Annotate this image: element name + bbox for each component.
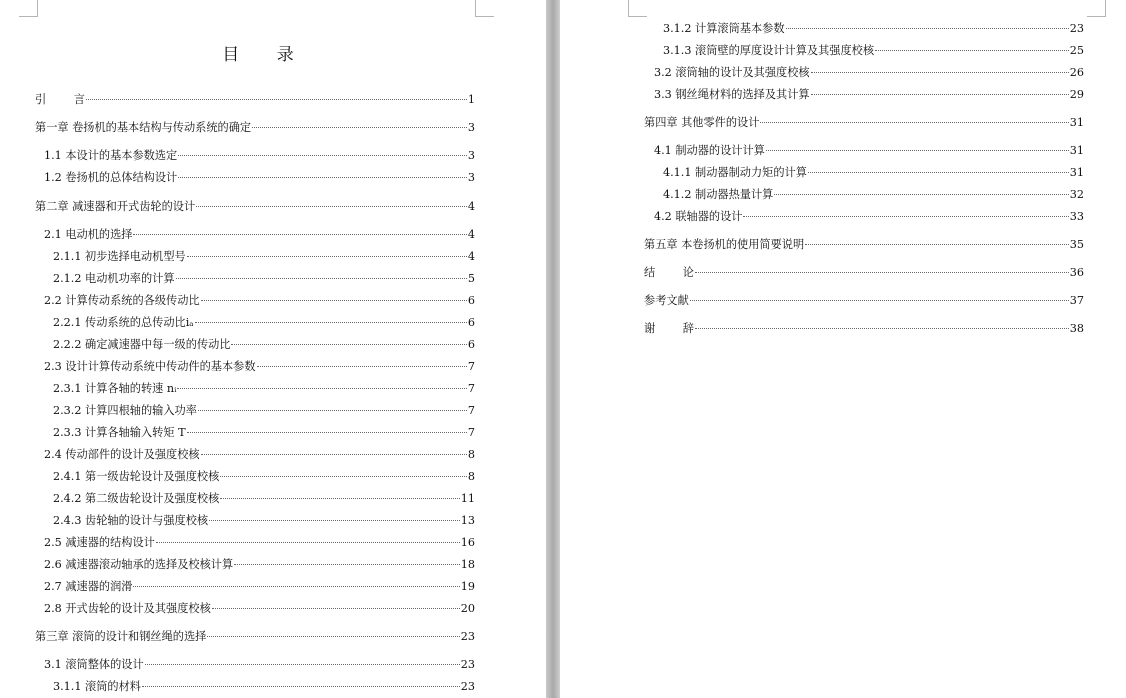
toc-entry-page-number: 16 xyxy=(460,536,475,549)
toc-entry-page-number: 4 xyxy=(467,228,475,241)
toc-entry-title: 3.3 钢丝绳材料的选择及其计算 xyxy=(654,88,810,101)
toc-entry-page-number: 20 xyxy=(460,602,475,615)
toc-entry-title: 3.1.1 滚筒的材料 xyxy=(53,680,141,693)
toc-entry-title: 引 言 xyxy=(35,93,97,106)
toc-entry-page-number: 25 xyxy=(1069,44,1084,57)
toc-entry[interactable] xyxy=(44,227,475,243)
dot-leader xyxy=(811,71,1069,73)
toc-entry-page-number: 23 xyxy=(460,630,475,643)
dot-leader xyxy=(86,98,467,100)
toc-entry-page-number: 23 xyxy=(1069,22,1084,35)
dot-leader xyxy=(187,431,467,433)
dot-leader xyxy=(212,607,460,609)
toc-entry-page-number: 33 xyxy=(1069,210,1084,223)
dot-leader xyxy=(695,327,1069,329)
toc-entry-title: 结 论 xyxy=(644,266,706,279)
dot-leader xyxy=(220,475,467,477)
toc-entry[interactable] xyxy=(53,469,475,485)
toc-entry-title: 第五章 本卷扬机的使用简要说明 xyxy=(644,238,805,251)
toc-entry-page-number: 8 xyxy=(467,448,475,461)
dot-leader xyxy=(774,193,1068,195)
toc-entry-title: 3.1 滚筒整体的设计 xyxy=(44,658,144,671)
toc-entry-page-number: 7 xyxy=(467,382,475,395)
toc-entry[interactable] xyxy=(644,265,1084,281)
page-gutter xyxy=(546,0,560,698)
toc-entry[interactable] xyxy=(644,237,1084,253)
toc-entry-page-number: 19 xyxy=(460,580,475,593)
toc-entry-page-number: 3 xyxy=(467,121,475,134)
dot-leader xyxy=(133,585,459,587)
toc-entry-page-number: 6 xyxy=(467,338,475,351)
toc-entry[interactable] xyxy=(53,381,475,397)
dot-leader xyxy=(743,215,1068,217)
toc-entry-title: 2.3.1 计算各轴的转速 nᵢ xyxy=(53,382,177,395)
toc-entry-page-number: 18 xyxy=(460,558,475,571)
toc-entry[interactable] xyxy=(644,321,1084,337)
page-corner-mark xyxy=(475,0,494,17)
toc-entry[interactable] xyxy=(663,187,1084,203)
toc-entry[interactable] xyxy=(44,601,475,617)
toc-entry-title: 3.1.3 滚筒壁的厚度设计计算及其强度校核 xyxy=(663,44,875,57)
toc-entry[interactable] xyxy=(44,657,475,673)
dot-leader xyxy=(156,541,460,543)
dot-leader xyxy=(234,563,460,565)
toc-entry[interactable] xyxy=(44,293,475,309)
toc-entry[interactable] xyxy=(654,65,1084,81)
toc-entry-title: 2.4 传动部件的设计及强度校核 xyxy=(44,448,200,461)
toc-entry-page-number: 23 xyxy=(460,680,475,693)
dot-leader xyxy=(196,205,467,207)
dot-leader xyxy=(176,277,467,279)
toc-entry-page-number: 4 xyxy=(467,250,475,263)
toc-entry-title: 2.2.2 确定减速器中每一级的传动比 xyxy=(53,338,231,351)
toc-entry-title: 4.1.2 制动器热量计算 xyxy=(663,188,774,201)
toc-entry[interactable] xyxy=(35,92,475,108)
toc-entry-title: 2.5 减速器的结构设计 xyxy=(44,536,155,549)
toc-entry-page-number: 31 xyxy=(1069,144,1084,157)
toc-entry-page-number: 5 xyxy=(467,272,475,285)
toc-entry-page-number: 3 xyxy=(467,149,475,162)
dot-leader xyxy=(766,149,1069,151)
toc-entry-title: 2.2.1 传动系统的总传动比iₐ xyxy=(53,316,194,329)
dot-leader xyxy=(177,387,467,389)
toc-entry-page-number: 32 xyxy=(1069,188,1084,201)
toc-entry-page-number: 1 xyxy=(467,93,475,106)
toc-title: 目 录 xyxy=(222,45,310,65)
dot-leader xyxy=(760,121,1068,123)
toc-entry-page-number: 7 xyxy=(467,404,475,417)
dot-leader xyxy=(201,299,467,301)
toc-entry[interactable] xyxy=(53,513,475,529)
toc-entry-title: 2.1.2 电动机功率的计算 xyxy=(53,272,175,285)
toc-entry-title: 1.1 本设计的基本参数选定 xyxy=(44,149,178,162)
toc-entry[interactable] xyxy=(53,337,475,353)
toc-entry-page-number: 23 xyxy=(460,658,475,671)
toc-entry-title: 4.1.1 制动器制动力矩的计算 xyxy=(663,166,807,179)
toc-entry-title: 2.1 电动机的选择 xyxy=(44,228,133,241)
toc-entry-page-number: 7 xyxy=(467,360,475,373)
toc-entry-title: 2.3.3 计算各轴输入转矩 T xyxy=(53,426,186,439)
toc-entry-title: 谢 辞 xyxy=(644,322,706,335)
dot-leader xyxy=(695,271,1069,273)
toc-entry-page-number: 8 xyxy=(467,470,475,483)
toc-entry-page-number: 4 xyxy=(467,200,475,213)
dot-leader xyxy=(808,171,1069,173)
toc-entry-page-number: 6 xyxy=(467,316,475,329)
toc-entry-title: 2.4.2 第二级齿轮设计及强度校核 xyxy=(53,492,220,505)
toc-entry[interactable] xyxy=(44,535,475,551)
toc-entry-page-number: 26 xyxy=(1069,66,1084,79)
toc-entry-title: 第四章 其他零件的设计 xyxy=(644,116,760,129)
toc-entry-title: 2.3 设计计算传动系统中传动件的基本参数 xyxy=(44,360,256,373)
toc-entry-title: 2.7 减速器的润滑 xyxy=(44,580,133,593)
toc-entry[interactable] xyxy=(53,271,475,287)
toc-entry[interactable] xyxy=(644,293,1084,309)
toc-entry[interactable] xyxy=(53,249,475,265)
toc-entry[interactable] xyxy=(654,87,1084,103)
page-corner-mark xyxy=(1087,0,1106,17)
toc-entry-title: 4.2 联轴器的设计 xyxy=(654,210,743,223)
dot-leader xyxy=(786,27,1069,29)
dot-leader xyxy=(198,409,467,411)
toc-entry-page-number: 29 xyxy=(1069,88,1084,101)
toc-entry[interactable] xyxy=(44,579,475,595)
toc-entry-title: 2.1.1 初步选择电动机型号 xyxy=(53,250,186,263)
dot-leader xyxy=(209,519,460,521)
toc-entry-title: 1.2 卷扬机的总体结构设计 xyxy=(44,171,178,184)
toc-entry-title: 3.1.2 计算滚筒基本参数 xyxy=(663,22,785,35)
toc-entry-page-number: 37 xyxy=(1069,294,1084,307)
toc-entry-title: 3.2 滚筒轴的设计及其强度校核 xyxy=(654,66,810,79)
right-page xyxy=(560,0,1126,698)
toc-entry-page-number: 7 xyxy=(467,426,475,439)
toc-entry[interactable] xyxy=(44,447,475,463)
toc-entry-title: 参考文献 xyxy=(644,294,689,307)
toc-entry[interactable] xyxy=(53,679,475,695)
toc-entry[interactable] xyxy=(654,143,1084,159)
toc-entry[interactable] xyxy=(53,491,475,507)
toc-entry-title: 2.8 开式齿轮的设计及其强度校核 xyxy=(44,602,211,615)
toc-entry-page-number: 3 xyxy=(467,171,475,184)
toc-entry-title: 4.1 制动器的设计计算 xyxy=(654,144,765,157)
toc-entry[interactable] xyxy=(35,199,475,215)
toc-entry-page-number: 13 xyxy=(460,514,475,527)
dot-leader xyxy=(145,663,460,665)
dot-leader xyxy=(207,635,459,637)
toc-entry-title: 第二章 减速器和开式齿轮的设计 xyxy=(35,200,196,213)
dot-leader xyxy=(133,233,466,235)
toc-entry[interactable] xyxy=(44,170,475,186)
dot-leader xyxy=(252,126,467,128)
toc-entry-title: 2.4.1 第一级齿轮设计及强度校核 xyxy=(53,470,220,483)
dot-leader xyxy=(875,49,1069,51)
dot-leader xyxy=(201,453,467,455)
toc-entry-title: 2.6 减速器滚动轴承的选择及校核计算 xyxy=(44,558,234,571)
toc-entry-title: 2.3.2 计算四根轴的输入功率 xyxy=(53,404,197,417)
toc-entry[interactable] xyxy=(53,315,475,331)
dot-leader xyxy=(187,255,467,257)
dot-leader xyxy=(811,93,1069,95)
dot-leader xyxy=(178,154,467,156)
toc-entry-page-number: 35 xyxy=(1069,238,1084,251)
page-corner-mark xyxy=(628,0,647,17)
dot-leader xyxy=(805,243,1069,245)
toc-entry-title: 2.2 计算传动系统的各级传动比 xyxy=(44,294,200,307)
toc-entry-page-number: 6 xyxy=(467,294,475,307)
dot-leader xyxy=(195,321,467,323)
dot-leader xyxy=(178,176,467,178)
toc-entry[interactable] xyxy=(663,43,1084,59)
toc-entry[interactable] xyxy=(53,403,475,419)
toc-entry[interactable] xyxy=(53,425,475,441)
toc-entry[interactable] xyxy=(35,120,475,136)
dot-leader xyxy=(257,365,467,367)
toc-entry-title: 第三章 滚筒的设计和钢丝绳的选择 xyxy=(35,630,207,643)
toc-entry[interactable] xyxy=(44,359,475,375)
toc-entry-page-number: 38 xyxy=(1069,322,1084,335)
toc-entry[interactable] xyxy=(663,21,1084,37)
toc-entry-title: 2.4.3 齿轮轴的设计与强度校核 xyxy=(53,514,209,527)
toc-entry-page-number: 31 xyxy=(1069,166,1084,179)
dot-leader xyxy=(231,343,466,345)
toc-entry[interactable] xyxy=(644,115,1084,131)
toc-entry[interactable] xyxy=(654,209,1084,225)
left-page xyxy=(0,0,546,698)
toc-entry[interactable] xyxy=(44,557,475,573)
page-corner-mark xyxy=(19,0,38,17)
toc-entry-page-number: 11 xyxy=(460,492,475,505)
dot-leader xyxy=(142,685,460,687)
dot-leader xyxy=(220,497,459,499)
toc-entry[interactable] xyxy=(663,165,1084,181)
toc-entry[interactable] xyxy=(44,148,475,164)
dot-leader xyxy=(690,299,1069,301)
toc-entry-title: 第一章 卷扬机的基本结构与传动系统的确定 xyxy=(35,121,252,134)
toc-entry[interactable] xyxy=(35,629,475,645)
toc-entry-page-number: 36 xyxy=(1069,266,1084,279)
toc-entry-page-number: 31 xyxy=(1069,116,1084,129)
